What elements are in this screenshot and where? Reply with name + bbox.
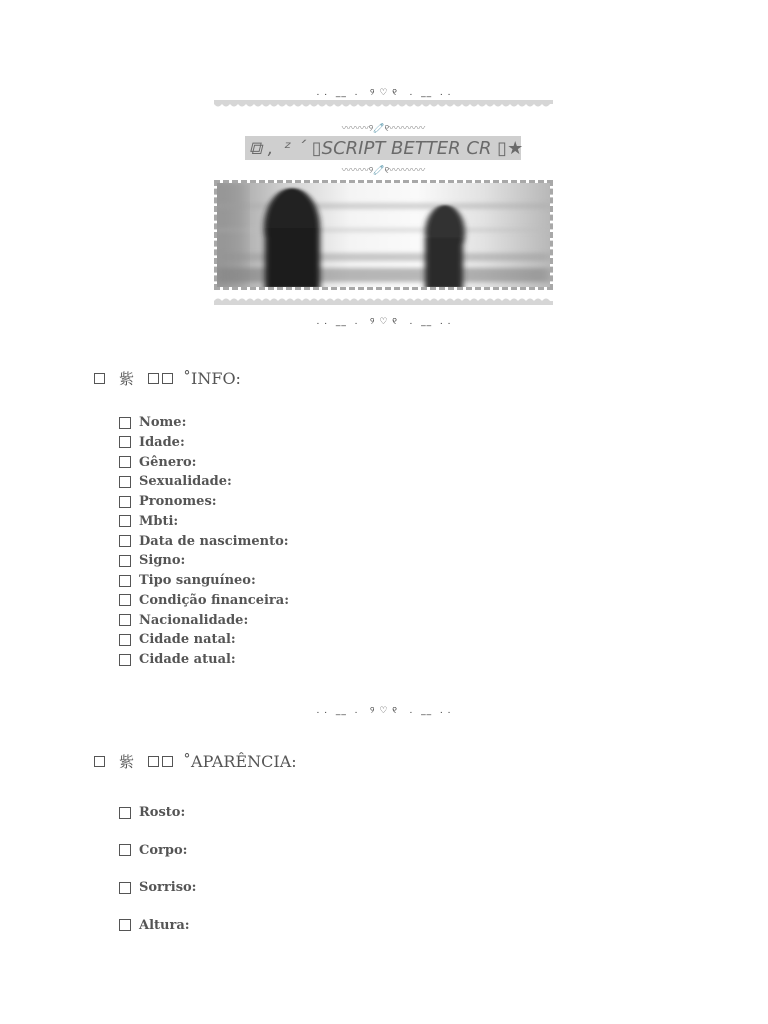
form-field <box>119 593 289 608</box>
checkbox-icon[interactable] <box>119 654 131 666</box>
form-field <box>119 843 187 858</box>
checkbox-icon[interactable] <box>119 535 131 547</box>
checkbox-icon[interactable] <box>119 919 131 931</box>
form-field <box>119 415 186 430</box>
appearance-heading-label: ˚APARÊNCIA: <box>183 752 297 771</box>
kanji-ornament: 紫 <box>119 370 135 388</box>
wave-ornament-bottom: 〰〰〰୨🧷୧〰〰〰〰 <box>341 166 426 176</box>
lace-border-top <box>214 100 553 110</box>
checkbox-icon[interactable] <box>119 807 131 819</box>
field-label: Cidade natal: <box>139 632 236 648</box>
image-divider: . . __ . ୨ ♡ ୧ . __ . . <box>316 317 452 327</box>
checkbox-icon <box>94 756 105 767</box>
form-field <box>119 534 289 549</box>
checkbox-icon[interactable] <box>119 614 131 626</box>
form-field <box>119 880 196 895</box>
checkbox-icon <box>162 756 173 767</box>
form-field <box>119 553 185 568</box>
info-heading-label: ˚INFO: <box>183 369 241 388</box>
checkbox-icon <box>94 373 105 384</box>
wave-ornament-top: 〰〰〰୨🧷୧〰〰〰〰 <box>341 124 426 134</box>
section-divider: . . __ . ୨ ♡ ୧ . __ . . <box>316 706 452 716</box>
field-label: Nome: <box>139 415 187 430</box>
form-field <box>119 514 178 529</box>
field-label: Sorriso: <box>139 880 197 895</box>
checkbox-icon <box>148 756 159 767</box>
field-label: Condição financeira: <box>139 592 290 608</box>
checkbox-icon[interactable] <box>119 575 131 587</box>
document-title: ⧉ , ᶻ ˊ ▯SCRIPT BETTER CR ▯★ <box>249 137 524 159</box>
checkbox-icon[interactable] <box>119 844 131 856</box>
field-label: Signo: <box>139 553 186 569</box>
kanji-ornament: 紫 <box>119 753 135 771</box>
field-label: Rosto: <box>139 805 186 820</box>
field-label: Altura: <box>139 917 190 933</box>
checkbox-icon[interactable] <box>119 496 131 508</box>
field-label: Idade: <box>139 434 185 450</box>
top-divider: . . __ . ୨ ♡ ୧ . __ . . <box>316 88 452 98</box>
checkbox-icon <box>162 373 173 384</box>
checkbox-icon[interactable] <box>119 594 131 606</box>
field-label: Tipo sanguíneo: <box>139 573 256 588</box>
field-label: Gênero: <box>139 454 197 470</box>
checkbox-icon[interactable] <box>119 555 131 567</box>
field-label: Cidade atual: <box>139 652 236 667</box>
checkbox-icon[interactable] <box>119 417 131 429</box>
form-field <box>119 652 236 667</box>
checkbox-icon[interactable] <box>119 882 131 894</box>
lace-border-bottom <box>214 295 553 305</box>
form-field <box>119 455 196 470</box>
checkbox-icon[interactable] <box>119 515 131 527</box>
checkbox-icon[interactable] <box>119 456 131 468</box>
field-label: Data de nascimento: <box>139 533 289 549</box>
form-field <box>119 494 217 509</box>
checkbox-icon <box>148 373 159 384</box>
field-label: Nacionalidade: <box>139 612 249 628</box>
title-banner <box>245 136 524 160</box>
field-label: Sexualidade: <box>139 474 232 490</box>
header-photo <box>214 180 553 290</box>
field-label: Corpo: <box>139 842 188 858</box>
form-field <box>119 632 236 647</box>
blurred-figures-image <box>217 183 550 287</box>
appearance-heading <box>94 751 297 772</box>
form-field <box>119 918 190 933</box>
checkbox-icon[interactable] <box>119 476 131 488</box>
info-heading <box>94 368 241 389</box>
form-field <box>119 805 185 820</box>
field-label: Mbti: <box>139 513 179 529</box>
checkbox-icon[interactable] <box>119 634 131 646</box>
form-field <box>119 613 248 628</box>
form-field <box>119 474 232 489</box>
form-field <box>119 573 256 588</box>
form-field <box>119 435 185 450</box>
checkbox-icon[interactable] <box>119 436 131 448</box>
field-label: Pronomes: <box>139 494 217 509</box>
